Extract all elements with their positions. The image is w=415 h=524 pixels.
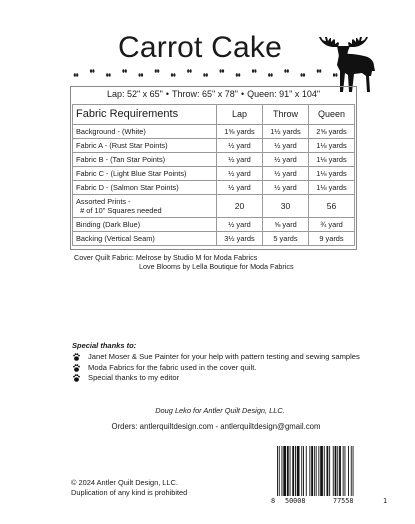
header-queen: Queen	[309, 105, 355, 125]
lap-amount: 20	[217, 195, 263, 218]
throw-amount: ½ yard	[263, 153, 309, 167]
barcode-bar	[311, 446, 313, 496]
cover-fabric-note	[74, 253, 294, 271]
fabric-name: Binding (Dark Blue)	[73, 218, 217, 232]
quilt-sizes	[71, 88, 356, 100]
fabric-name: Fabric D - (Salmon Star Points)	[73, 181, 217, 195]
hoof-print-icon	[90, 69, 92, 73]
hoof-print-icon	[203, 73, 205, 77]
hoof-print-icon	[125, 69, 127, 73]
lap-amount: ½ yard	[217, 139, 263, 153]
barcode-bar	[295, 446, 296, 496]
throw-amount: 5 yards	[263, 232, 309, 246]
hoof-print-icon	[284, 69, 286, 73]
hoof-print-icon	[155, 69, 157, 73]
separator: •	[165, 89, 170, 99]
list-item	[72, 363, 372, 374]
barcode-bar	[320, 446, 323, 496]
barcode-digit-group-2: 77558	[333, 497, 354, 505]
barcode-bar	[282, 446, 283, 496]
hoof-print-icon	[333, 73, 335, 77]
barcode-bar	[343, 446, 344, 496]
table-row	[73, 232, 355, 246]
hoof-print-icon	[236, 73, 238, 77]
assorted-line1: Assorted Prints -	[76, 197, 131, 206]
designer-credit: Doug Leko for Antler Quilt Design, LLC.	[155, 406, 285, 415]
queen-amount: 56	[309, 195, 355, 218]
lap-amount: ½ yard	[217, 218, 263, 232]
table-header-row	[73, 105, 355, 125]
size-lap: Lap: 52" x 65"	[106, 89, 163, 99]
copyright-line-1: © 2024 Antler Quilt Design, LLC.	[71, 478, 178, 487]
barcode-bar	[353, 446, 354, 496]
table-row	[73, 125, 355, 139]
barcode-bar	[316, 446, 317, 496]
barcode-bar	[327, 446, 329, 496]
barcode-bar	[277, 446, 278, 496]
throw-amount: ½ yard	[263, 167, 309, 181]
hoof-print-icon	[76, 73, 78, 77]
hoof-print-icon	[106, 73, 108, 77]
queen-amount: 1⅛ yards	[309, 181, 355, 195]
hoof-print-icon	[222, 69, 224, 73]
lap-amount: 3½ yards	[217, 232, 263, 246]
queen-amount: ¾ yard	[309, 218, 355, 232]
barcode-digit-first: 8	[271, 497, 276, 505]
table-row	[73, 167, 355, 181]
paw-print-icon	[73, 374, 80, 382]
barcode-bar	[324, 446, 325, 496]
header-throw: Throw	[263, 105, 309, 125]
barcode-bar	[290, 446, 291, 496]
barcode-bar	[306, 446, 307, 496]
hoof-print-icon	[303, 73, 305, 77]
hoof-print-track	[72, 68, 352, 80]
barcode-bar	[337, 446, 338, 496]
barcode-bar	[333, 446, 334, 496]
thanks-text: Special thanks to my editor	[88, 373, 180, 382]
hoof-print-icon	[157, 69, 159, 73]
barcode-bar	[318, 446, 319, 496]
size-queen: Queen: 91" x 104"	[247, 89, 321, 99]
barcode-bars	[277, 446, 385, 498]
table-row	[73, 218, 355, 232]
fabric-name: Background - (White)	[73, 125, 217, 139]
fabric-name: Fabric B - (Tan Star Points)	[73, 153, 217, 167]
barcode-bar	[297, 446, 300, 496]
cover-line-1: Cover Quilt Fabric: Melrose by Studio M for Moda Fabrics	[74, 253, 258, 262]
barcode-bar	[301, 446, 302, 496]
hoof-print-icon	[187, 69, 189, 73]
barcode-digit-group-1: 50008	[285, 497, 306, 505]
throw-amount: ⅝ yard	[263, 218, 309, 232]
queen-amount: 2⅝ yards	[309, 125, 355, 139]
barcode-bar	[335, 446, 337, 496]
throw-amount: 1½ yards	[263, 125, 309, 139]
hoof-print-icon	[122, 69, 124, 73]
barcode-bar	[279, 446, 280, 496]
hoof-print-icon	[317, 69, 319, 73]
barcode-bar	[314, 446, 315, 496]
hoof-print-icon	[335, 73, 337, 77]
hoof-print-icon	[171, 73, 173, 77]
hoof-print-icon	[301, 73, 303, 77]
cover-line-2: Love Blooms by Lella Boutique for Moda Fabrics	[139, 262, 294, 271]
barcode-bar	[339, 446, 341, 496]
thanks-heading: Special thanks to:	[72, 341, 137, 350]
size-throw: Throw: 65" x 78"	[172, 89, 238, 99]
paw-print-icon	[73, 364, 80, 372]
barcode-bar	[303, 446, 304, 496]
queen-amount: 1⅛ yards	[309, 139, 355, 153]
barcode-bar	[292, 446, 294, 496]
barcode-bar	[309, 446, 310, 496]
hoof-print-icon	[238, 73, 240, 77]
hoof-print-icon	[287, 69, 289, 73]
hoof-print-icon	[139, 73, 141, 77]
header-fabric-requirements: Fabric Requirements	[73, 105, 217, 125]
hoof-print-icon	[268, 73, 270, 77]
orders-contact: Orders: antlerquiltdesign.com - antlerquiltdesign@gmail.com	[111, 422, 321, 431]
copyright-line-2: Duplication of any kind is prohibited	[71, 488, 188, 497]
hoof-print-icon	[74, 73, 76, 77]
queen-amount: 1⅛ yards	[309, 153, 355, 167]
table-row	[73, 139, 355, 153]
fabric-name	[73, 195, 217, 218]
barcode-bar	[283, 446, 286, 496]
hoof-print-icon	[206, 73, 208, 77]
hoof-print-icon	[92, 69, 94, 73]
thanks-list	[72, 352, 372, 384]
copyright	[71, 478, 187, 498]
list-item	[72, 373, 372, 384]
hoof-print-icon	[109, 73, 111, 77]
header-lap: Lap	[217, 105, 263, 125]
lap-amount: ½ yard	[217, 167, 263, 181]
lap-amount: 1⅝ yards	[217, 125, 263, 139]
hoof-print-icon	[271, 73, 273, 77]
table-row	[73, 153, 355, 167]
fabric-name: Fabric C - (Light Blue Star Points)	[73, 167, 217, 181]
barcode-bar	[348, 446, 349, 496]
list-item	[72, 352, 372, 363]
table-row	[73, 181, 355, 195]
barcode	[271, 446, 390, 508]
paw-print-icon	[73, 353, 80, 361]
throw-amount: 30	[263, 195, 309, 218]
hoof-print-icon	[173, 73, 175, 77]
thanks-text: Janet Moser & Sue Painter for your help with pattern testing and sewing samples	[88, 352, 360, 361]
hoof-print-icon	[319, 69, 321, 73]
fabric-requirements-table	[72, 104, 355, 246]
thanks-text: Moda Fabrics for the fabric used in the cover quilt.	[88, 362, 257, 372]
throw-amount: ½ yard	[263, 181, 309, 195]
queen-amount: 1⅛ yards	[309, 167, 355, 181]
barcode-bar	[345, 446, 346, 496]
hoof-print-icon	[190, 69, 192, 73]
barcode-digit-last: 1	[383, 497, 388, 505]
table-row	[73, 195, 355, 218]
hoof-print-icon	[252, 69, 254, 73]
lap-amount: ½ yard	[217, 181, 263, 195]
hoof-print-icon	[220, 69, 222, 73]
barcode-bar	[351, 446, 352, 496]
barcode-bar	[329, 446, 330, 496]
fabric-name: Backing (Vertical Seam)	[73, 232, 217, 246]
fabric-name: Fabric A - (Rust Star Points)	[73, 139, 217, 153]
hoof-print-icon	[254, 69, 256, 73]
assorted-line2: # of 10" Squares needed	[80, 206, 162, 215]
throw-amount: ½ yard	[263, 139, 309, 153]
hoof-print-icon	[141, 73, 143, 77]
queen-amount: 9 yards	[309, 232, 355, 246]
lap-amount: ½ yard	[217, 153, 263, 167]
page-title: Carrot Cake	[118, 31, 282, 64]
separator: •	[240, 89, 245, 99]
barcode-bar	[287, 446, 289, 496]
